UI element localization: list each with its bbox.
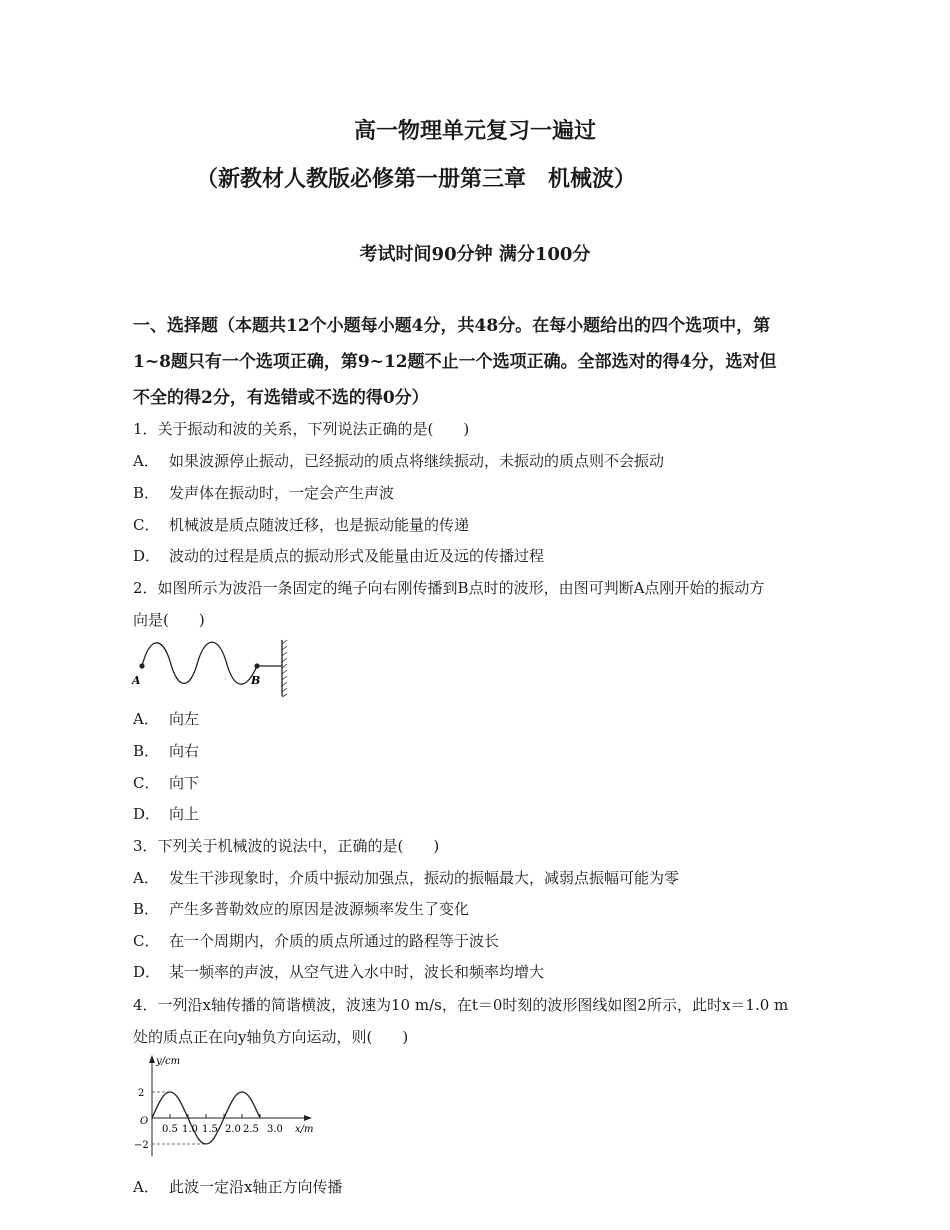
q4-option-a (133, 1176, 342, 1197)
q3-option-c (133, 930, 499, 951)
option-letter: D． (133, 963, 161, 981)
q3-stem: 3．下列关于机械波的说法中，正确的是( ) (133, 837, 440, 855)
x-tick-label-1-5: 1.5 (202, 1124, 218, 1135)
rope-wave-figure (130, 636, 295, 698)
option-text: 向上 (169, 805, 200, 823)
q3-option-b (133, 898, 469, 919)
option-text: 波动的过程是质点的振动形式及能量由近及远的传播过程 (169, 547, 545, 565)
option-letter: D． (133, 547, 161, 565)
wave-graph-figure (132, 1052, 332, 1162)
option-text: 如果波源停止振动，已经振动的质点将继续振动，未振动的质点则不会振动 (169, 452, 665, 470)
document-title: 高一物理单元复习一遍过 (353, 118, 596, 144)
option-text: 机械波是质点随波迁移，也是振动能量的传递 (169, 516, 470, 534)
q2-stem-line-2: 向是( ) (133, 611, 205, 629)
q2-option-c (133, 772, 199, 793)
section-instructions (133, 308, 833, 416)
option-letter: B． (133, 484, 160, 502)
q2-option-a (133, 708, 199, 729)
point-b-dot (254, 663, 259, 668)
point-b-label: B (251, 674, 261, 687)
q3-option-d (133, 961, 544, 982)
q4-stem-line-2: 处的质点正在向y轴负方向运动，则( ) (133, 1028, 409, 1046)
point-a-label: A (132, 674, 141, 687)
option-text: 产生多普勒效应的原因是波源频率发生了变化 (169, 900, 470, 918)
section-line-2: 1~8题只有一个选项正确，第9~12题不止一个选项正确。全部选对的得4分，选对但 (133, 352, 777, 372)
x-axis-label: x/m (295, 1124, 314, 1135)
option-letter: C． (133, 774, 160, 792)
wall-hatching (282, 640, 287, 697)
y-tick-label-neg2: −2 (134, 1140, 149, 1151)
option-letter: A． (133, 869, 159, 887)
option-text: 向左 (169, 710, 200, 728)
q2-option-b (133, 740, 199, 761)
q2-stem-line-1: 2．如图所示为波沿一条固定的绳子向右刚传播到B点时的波形，由图可判断A点刚开始的振动方 (133, 579, 765, 597)
option-letter: A． (133, 710, 159, 728)
x-tick-label-2-0: 2.0 (225, 1124, 241, 1135)
q1-option-a (133, 450, 664, 471)
option-text: 向下 (169, 774, 200, 792)
x-tick-label-1-0: 1.0 (182, 1124, 198, 1135)
option-text: 向右 (169, 742, 200, 760)
exam-info: 考试时间90分钟 满分100分 (359, 244, 591, 265)
q2-option-d (133, 803, 199, 824)
q1-option-b (133, 482, 394, 503)
section-line-1: 一、选择题（本题共12个小题每小题4分，共48分。在每小题给出的四个选项中，第 (133, 316, 771, 336)
origin-label: O (140, 1116, 149, 1127)
option-text: 在一个周期内，介质的质点所通过的路程等于波长 (169, 932, 500, 950)
option-letter: D． (133, 805, 161, 823)
q3-option-a (133, 867, 679, 888)
option-letter: A． (133, 1178, 159, 1196)
option-letter: C． (133, 516, 160, 534)
y-tick-label-2: 2 (138, 1088, 145, 1099)
x-tick-label-0-5: 0.5 (162, 1124, 178, 1135)
option-letter: B． (133, 742, 160, 760)
q1-option-d (133, 545, 544, 566)
option-text: 发生干涉现象时，介质中振动加强点，振动的振幅最大，减弱点振幅可能为零 (169, 869, 680, 887)
rope-wave-curve (142, 642, 257, 684)
point-a-dot (139, 663, 144, 668)
document-subtitle: （新教材人教版必修第一册第三章 机械波） (196, 166, 637, 192)
x-axis-arrow (304, 1115, 312, 1121)
x-tick-label-3-0: 3.0 (267, 1124, 283, 1135)
y-axis-label: y/cm (156, 1056, 181, 1067)
q1-option-c (133, 514, 469, 535)
option-letter: C． (133, 932, 160, 950)
option-letter: A． (133, 452, 159, 470)
x-tick-marks (170, 1114, 260, 1118)
option-text: 某一频率的声波，从空气进入水中时，波长和频率均增大 (169, 963, 545, 981)
q1-stem: 1．关于振动和波的关系，下列说法正确的是( ) (133, 420, 470, 438)
y-axis-arrow (149, 1055, 155, 1063)
option-text: 此波一定沿x轴正方向传播 (169, 1178, 343, 1196)
section-line-3: 不全的得2分，有选错或不选的得0分） (133, 388, 429, 408)
x-tick-label-2-5: 2.5 (243, 1124, 259, 1135)
option-text: 发声体在振动时，一定会产生声波 (169, 484, 395, 502)
q4-stem-line-1: 4．一列沿x轴传播的简谐横波，波速为10 m/s，在t＝0时刻的波形图线如图2所示，此时x＝1.0 m (133, 996, 789, 1014)
option-letter: B． (133, 900, 160, 918)
